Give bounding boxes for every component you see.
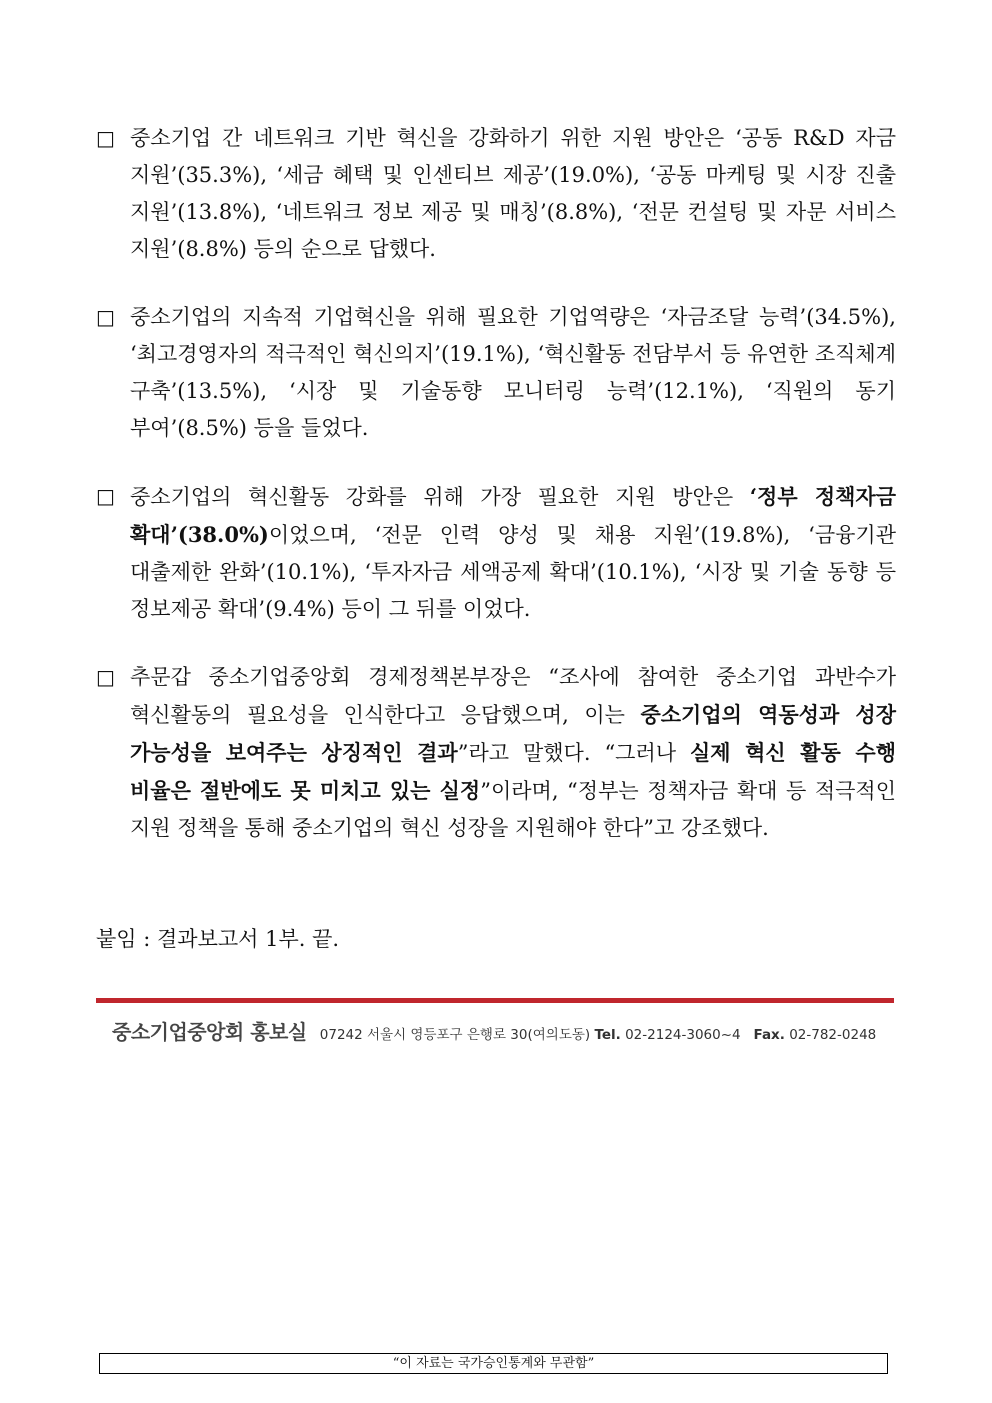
press-office-name: 중소기업중앙회 홍보실 [112,1020,307,1044]
statistics-notice: “이 자료는 국가승인통계와 무관함” [99,1353,888,1374]
paragraph-2 [96,299,896,447]
bullet-box-icon: □ [96,305,115,329]
body-text: 중소기업 간 네트워크 기반 혁신을 강화하기 위한 지원 방안은 ‘공동 R&D 자금 지원’(35.3%), ‘세금 혜택 및 인센티브 제공’(19.0%), ‘공동 마케팅 및 시장 진출 지원’(13.8%), ‘네트워크 정보 제공 및 매칭’(8.8%), ‘전문 컨설팅 및 자문 서비스 지원’(8.8%) 등의 순으로 답했다. [130,126,896,261]
body-text: ”라고 말했다. “그러나 [457,741,690,765]
emphasis-text: 중소기업의 역동성과 성장 가능성을 보여주는 상징적인 결과 [130,702,896,765]
paragraph-text [130,299,896,447]
body-text: 이었으며, ‘전문 인력 양성 및 채용 지원’(19.8%), ‘금융기관 대출제한 완화’(10.1%), ‘투자자금 세액공제 확대’(10.1%), ‘시장 및 기술 동향 등 정보제공 확대’(9.4%) 등이 그 뒤를 이었다. [130,523,896,621]
paragraph-3 [96,478,896,628]
footer-address: 07242 서울시 영등포구 은행로 30(여의도동) [319,1027,591,1043]
bullet-box-icon: □ [96,665,115,689]
press-office-footer [112,1016,876,1045]
body-text: ”이라며, “정부는 정책자금 확대 등 적극적인 지원 정책을 통해 중소기업의 혁신 성장을 지원해야 한다”고 강조했다. [130,779,896,840]
body-text: 추문갑 중소기업중앙회 경제정책본부장은 “조사에 참여한 중소기업 과반수가 혁신활동의 필요성을 인식한다고 응답했으며, 이는 [130,665,896,727]
paragraph-text [130,120,896,268]
emphasis-text: 실제 혁신 활동 수행 비율은 절반에도 못 미치고 있는 실정 [130,740,896,803]
emphasis-text: ‘정부 정책자금 확대’(38.0%) [130,484,897,547]
paragraph-4 [96,659,896,847]
paragraph-1 [96,120,896,268]
body-text: 중소기업의 지속적 기업혁신을 위해 필요한 기업역량은 ‘자금조달 능력’(34.5%), ‘최고경영자의 적극적인 혁신의지’(19.1%), ‘혁신활동 전담부서 등 유연한 조직체계 구축’(13.5%), ‘시장 및 기술동향 모니터링 능력’(12.1%), ‘직원의 동기 부여’(8.5%) 등을 들었다. [130,305,896,440]
attachment-note: 붙임 : 결과보고서 1부. 끝. [96,927,340,951]
paragraph-text [130,659,896,847]
fax-label: Fax. [753,1027,785,1043]
body-text: 중소기업의 혁신활동 강화를 위해 가장 필요한 지원 방안은 [130,485,750,509]
tel-label: Tel. [594,1027,621,1043]
bullet-box-icon: □ [96,484,115,508]
fax-number: 02-782-0248 [789,1027,877,1043]
bullet-box-icon: □ [96,126,115,150]
tel-number: 02-2124-3060~4 [625,1027,741,1043]
footer-divider [96,998,894,1003]
paragraph-text [130,478,896,628]
footer-contact [320,1027,876,1043]
